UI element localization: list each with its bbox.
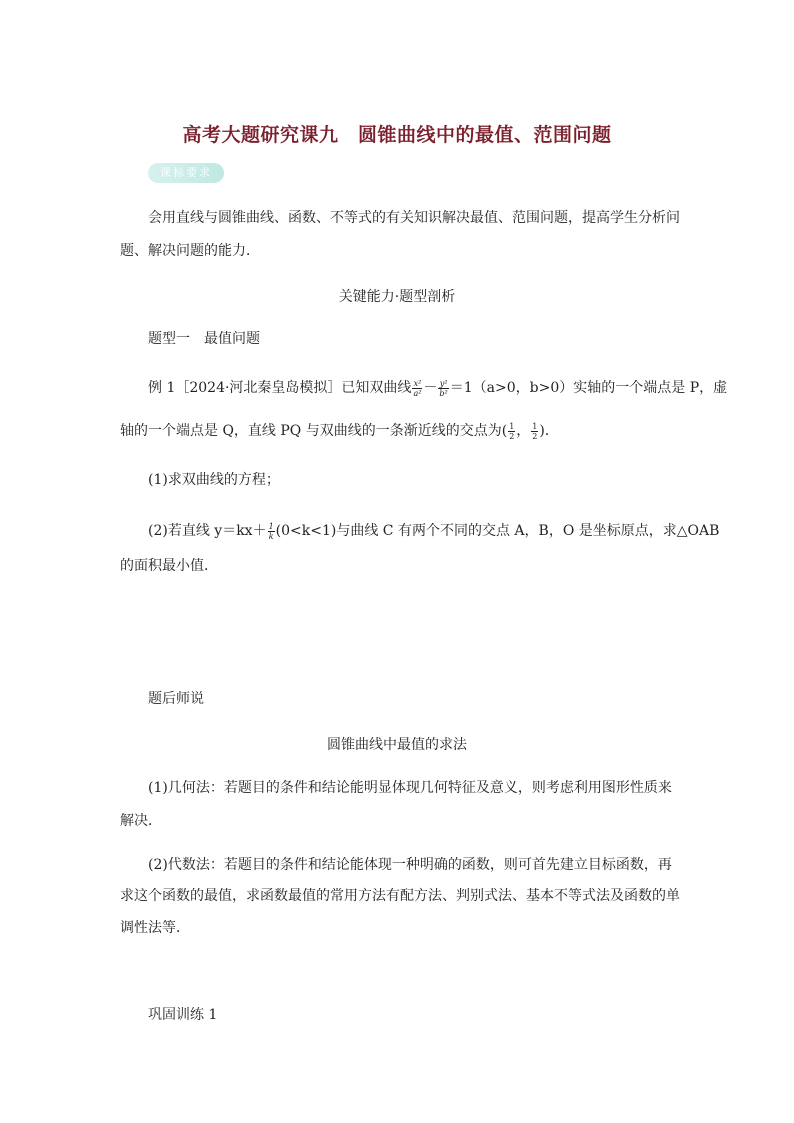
algebraic-method-line-3: 调性法等． [120,920,190,936]
example1-eq-tail: ＝1（a>0，b>0）实轴的一个端点是 P，虚 [449,380,728,396]
page-title: 高考大题研究课九 圆锥曲线中的最值、范围问题 [182,124,612,146]
question-2-prefix: (2)若直线 y＝kx＋ [148,523,267,539]
point-y-fraction: $\frac{1}{2}$ [532,421,538,441]
geometric-method-line-1: (1)几何法：若题目的条件和结论能明显体现几何特征及意义，则考虑利用图形性质来 [148,780,672,796]
practice-heading: 巩固训练 1 [148,1007,218,1023]
section-heading: 关键能力·题型剖析 [338,289,456,305]
example1-line-1 [148,378,727,398]
question-2-line-2: 的面积最小值． [120,558,218,574]
requirement-line-1: 会用直线与圆锥曲线、函数、不等式的有关知识解决最值、范围问题，提高学生分析问 [148,210,680,226]
teacher-notes-heading: 题后师说 [148,691,204,707]
question-1: (1)求双曲线的方程； [148,472,280,488]
question-2-suffix: (0<k<1)与曲线 C 有两个不同的交点 A，B，O 是坐标原点，求△OAB [275,523,720,539]
curriculum-badge: 课标要求 [148,163,224,183]
algebraic-method-line-1: (2)代数法：若题目的条件和结论能体现一种明确的函数，则可首先建立目标函数，再 [148,857,672,873]
point-lparen: ( [501,423,508,439]
example1-line-2 [120,421,559,441]
minus-sign: － [423,380,438,396]
teacher-notes-subtitle: 圆锥曲线中最值的求法 [327,737,467,753]
point-rparen: ) [539,423,545,439]
example1-line2-prefix: 轴的一个端点是 Q，直线 PQ 与双曲线的一条渐近线的交点为 [120,423,502,439]
geometric-method-line-2: 解决． [120,813,162,829]
one-over-k-fraction: $\frac{1}{k}$ [268,521,274,541]
y2-over-b2-fraction: $\frac{\text{y²}}{\text{b²}}$ [439,378,448,398]
point-comma: ， [516,423,531,439]
algebraic-method-line-2: 求这个函数的最值，求函数最值的常用方法有配方法、判别式法、基本不等式法及函数的单 [120,888,680,904]
example1-line2-suffix: ． [544,423,559,439]
x2-over-a2-fraction: $\frac{\text{x²}}{\text{a²}}$ [413,378,422,398]
type1-heading: 题型一 最值问题 [148,331,260,347]
question-2-line-1 [148,521,719,541]
requirement-line-2: 题、解决问题的能力． [120,243,260,259]
point-x-fraction: $\frac{1}{2}$ [509,421,515,441]
example1-prefix: 例 1［2024·河北秦皇岛模拟］已知双曲线 [148,380,412,396]
